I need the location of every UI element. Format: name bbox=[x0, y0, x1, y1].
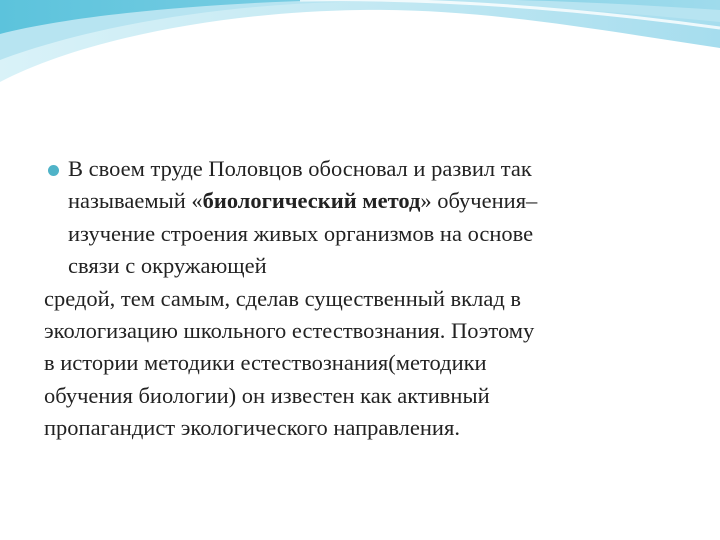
bullet-paragraph bbox=[44, 153, 684, 283]
bullet-circle-icon bbox=[48, 165, 59, 176]
text-line-3: изучение строения живых организмов на основе bbox=[68, 220, 534, 246]
text-line-7: в истории методики естествознания(методики bbox=[44, 350, 487, 376]
text-line-5: средой, тем самым, сделав существенный вклад в bbox=[44, 285, 522, 311]
text-line-6: экологизацию школьного естествознания. Поэтому bbox=[44, 318, 535, 344]
text-line-1: В своем труде Половцов обосновал и развил так bbox=[68, 156, 532, 181]
slide-text-block bbox=[44, 153, 684, 445]
text-line-2-prefix: называемый « bbox=[68, 188, 203, 214]
text-line-9: пропагандист экологического направления. bbox=[44, 415, 460, 441]
wave-decoration bbox=[0, 0, 720, 90]
bold-term: биологический метод bbox=[202, 188, 421, 214]
text-line-4: связи с окружающей bbox=[68, 253, 267, 279]
text-line-2 bbox=[68, 185, 684, 217]
text-line-8: обучения биологии) он известен как активный bbox=[44, 382, 490, 408]
text-line-2-suffix: » обучения– bbox=[420, 188, 538, 214]
